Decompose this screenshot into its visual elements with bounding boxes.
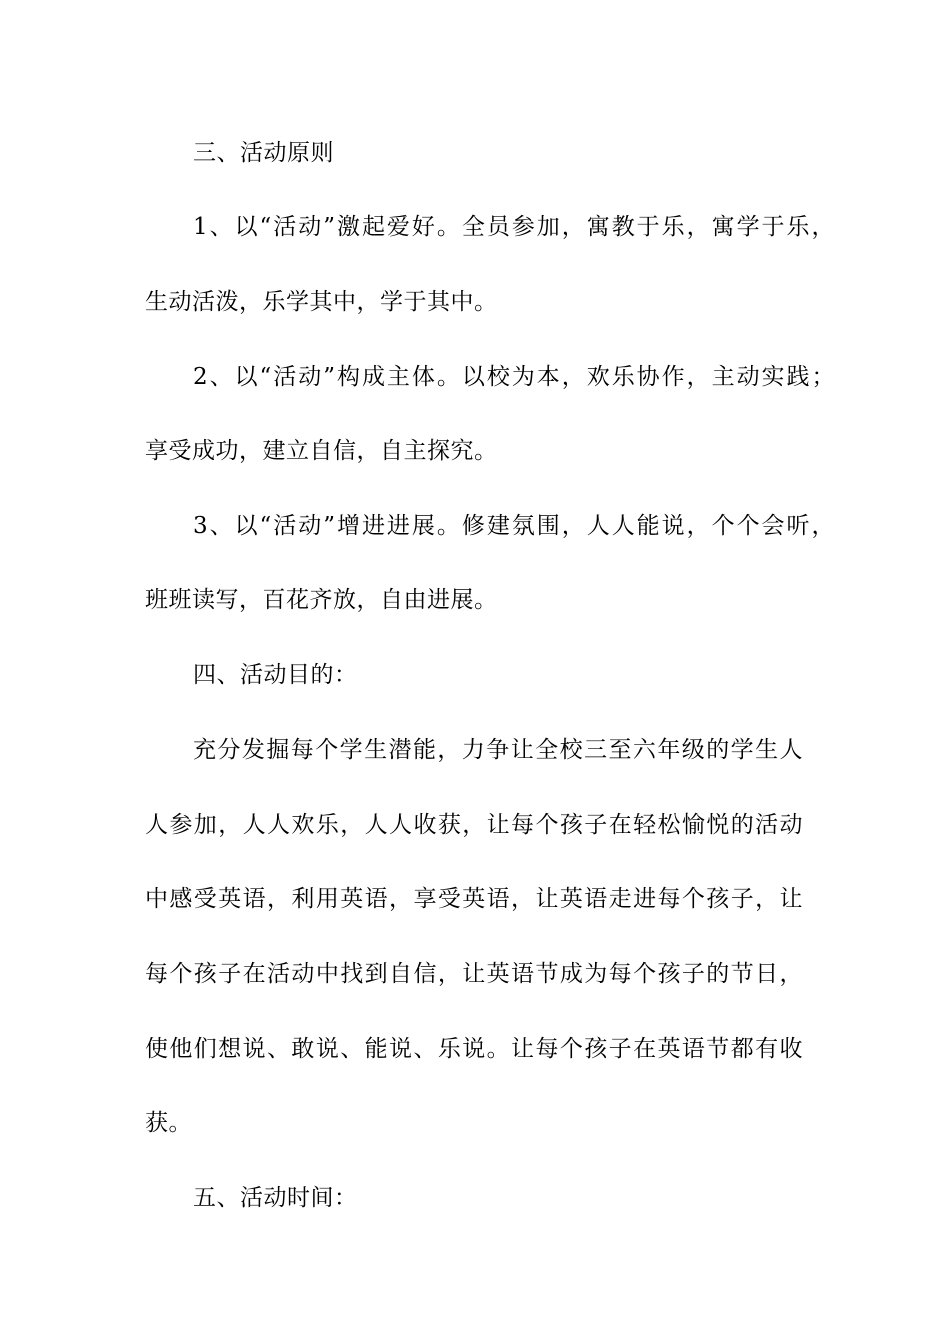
paragraph-line: 使他们想说、敢说、能说、乐说。让每个孩子在英语节都有收	[145, 1036, 803, 1062]
paragraph-line: 人参加，人人欢乐，人人收获，让每个孩子在轻松愉悦的活动	[145, 812, 803, 838]
section-heading-3: 三、活动原则	[193, 140, 334, 166]
paragraph-line: 享受成功，建立自信，自主探究。	[145, 438, 498, 464]
section-heading-4: 四、活动目的：	[193, 662, 358, 688]
paragraph-line: 获。	[145, 1110, 192, 1136]
paragraph-line: 中感受英语，利用英语，享受英语，让英语走进每个孩子，让	[145, 886, 803, 912]
paragraph-line: 生动活泼，乐学其中，学于其中。	[145, 289, 498, 315]
paragraph-line: 1、以“活动”激起爱好。全员参加，寓教于乐，寓学于乐，	[193, 214, 835, 240]
paragraph-line: 每个孩子在活动中找到自信，让英语节成为每个孩子的节日，	[145, 961, 803, 987]
section-heading-5: 五、活动时间：	[193, 1185, 358, 1211]
paragraph-line: 2、以“活动”构成主体。以校为本，欢乐协作，主动实践；	[193, 364, 835, 390]
paragraph-line: 充分发掘每个学生潜能，力争让全校三至六年级的学生人	[193, 737, 803, 763]
paragraph-line: 3、以“活动”增进进展。修建氛围，人人能说，个个会听，	[193, 513, 835, 539]
paragraph-line: 班班读写，百花齐放，自由进展。	[145, 587, 498, 613]
